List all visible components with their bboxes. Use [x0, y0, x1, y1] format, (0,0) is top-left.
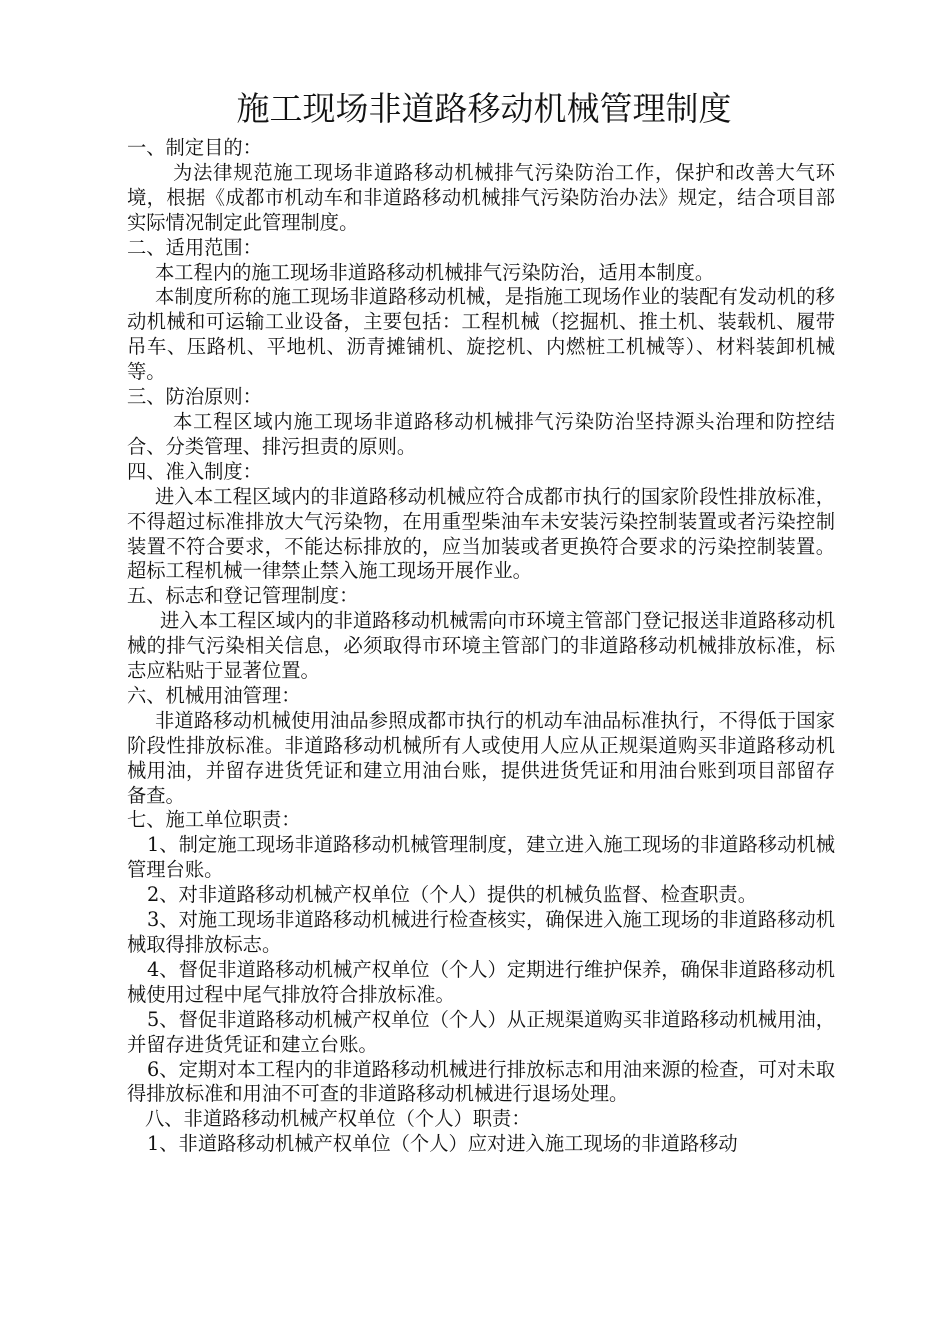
section-heading: 四、准入制度：	[127, 459, 262, 483]
list-item: 6、定期对本工程内的非道路移动机械进行排放标志和用油来源的检查，可对未取得排放标准和用油不可查的非道路移动机械进行退场处理。	[127, 1057, 835, 1106]
section-heading: 一、制定目的：	[127, 136, 262, 159]
paragraph: 进入本工程区域内的非道路移动机械应符合成都市执行的国家阶段性排放标准，不得超过标准排放大气污染物，在用重型柴油车未安装污染控制装置或者污染控制装置不符合要求，不能达标排放的，应当加装或者更换符合要求的污染控制装置。超标工程机械一律禁止禁入施工现场开展作业。	[127, 484, 835, 583]
document-title: 施工现场非道路移动机械管理制度	[236, 89, 732, 128]
section-heading: 五、标志和登记管理制度：	[127, 584, 359, 608]
paragraph: 本工程内的施工现场非道路移动机械排气污染防治，适用本制度。	[155, 260, 715, 284]
paragraph: 为法律规范施工现场非道路移动机械排气污染防治工作，保护和改善大气环境，根据《成都市机动车和非道路移动机械排气污染防治办法》规定，结合项目部实际情况制定此管理制度。	[127, 160, 835, 234]
list-item: 2、对非道路移动机械产权单位（个人）提供的机械负监督、检查职责。	[147, 883, 757, 907]
section-heading: 六、机械用油管理：	[127, 683, 301, 707]
list-item: 1、制定施工现场非道路移动机械管理制度，建立进入施工现场的非道路移动机械管理台账。	[127, 833, 835, 882]
paragraph: 本制度所称的施工现场非道路移动机械，是指施工现场作业的装配有发动机的移动机械和可运输工业设备，主要包括：工程机械（挖掘机、推土机、装载机、履带吊车、压路机、平地机、沥青摊铺机、旋挖机、内燃桩工机械等）、材料装卸机械等。	[127, 285, 835, 384]
list-item: 5、督促非道路移动机械产权单位（个人）从正规渠道购买非道路移动机械用油，并留存进货凭证和建立台账。	[127, 1007, 835, 1056]
list-item: 1、非道路移动机械产权单位（个人）应对进入施工现场的非道路移动	[147, 1132, 738, 1156]
document-paragraphs	[127, 136, 835, 1157]
section-heading: 三、防治原则：	[127, 385, 262, 409]
document-body	[127, 84, 835, 1157]
paragraph: 进入本工程区域内的非道路移动机械需向市环境主管部门登记报送非道路移动机械的排气污染相关信息，必须取得市环境主管部门的非道路移动机械排放标准，标志应粘贴于显著位置。	[127, 609, 835, 683]
list-item: 3、对施工现场非道路移动机械进行检查核实，确保进入施工现场的非道路移动机械取得排放标志。	[127, 908, 835, 956]
list-item: 4、督促非道路移动机械产权单位（个人）定期进行维护保养，确保非道路移动机械使用过程中尾气排放符合排放标准。	[127, 957, 835, 1006]
paragraph: 本工程区域内施工现场非道路移动机械排气污染防治坚持源头治理和防控结合、分类管理、排污担责的原则。	[127, 409, 835, 458]
section-heading: 八、非道路移动机械产权单位（个人）职责：	[145, 1107, 531, 1131]
section-heading: 七、施工单位职责：	[127, 808, 301, 832]
section-heading: 二、适用范围：	[127, 235, 262, 259]
paragraph: 非道路移动机械使用油品参照成都市执行的机动车油品标准执行，不得低于国家阶段性排放标准。非道路移动机械所有人或使用人应从正规渠道购买非道路移动机械用油，并留存进货凭证和建立用油台账，提供进货凭证和用油台账到项目部留存备查。	[127, 708, 835, 807]
